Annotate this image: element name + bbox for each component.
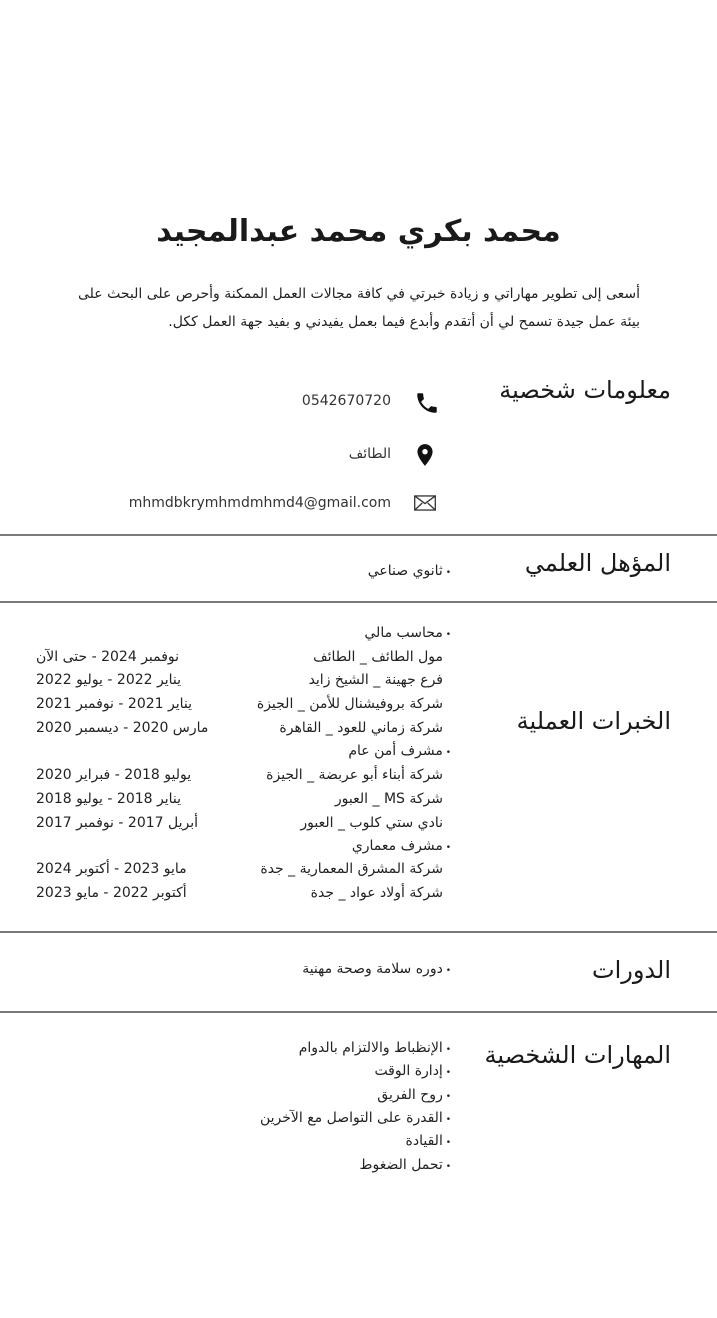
skill-item: • القدرة على التواصل مع الآخرين [260, 1110, 451, 1126]
email-value[interactable]: mhmdbkrymhmdmhmd4@gmail.com [128, 495, 391, 511]
experience-date: مايو 2023 - أكتوبر 2024 [36, 861, 187, 877]
personal-info-title: معلومات شخصية [499, 376, 671, 404]
experience-date: نوفمبر 2024 - حتى الآن [36, 649, 180, 665]
location-value: الطائف [348, 446, 391, 462]
experience-date: أبريل 2017 - نوفمبر 2017 [36, 815, 199, 831]
experience-place: شركة أبناء أبو عربضة _ الجيزة [266, 767, 443, 783]
education-title: المؤهل العلمي [524, 549, 671, 577]
section-divider [0, 1011, 717, 1013]
experience-place: فرع جهينة _ الشيخ زايد [308, 672, 443, 688]
experience-date: مارس 2020 - ديسمبر 2020 [36, 720, 209, 736]
experience-date: يناير 2021 - نوفمبر 2021 [36, 696, 193, 712]
experience-place: نادي ستي كلوب _ العبور [300, 815, 443, 831]
experience-place: شركة بروفيشنال للأمن _ الجيزة [256, 696, 443, 712]
experience-place: شركة زماني للعود _ القاهرة [279, 720, 443, 736]
education-item: • ثانوي صناعي [368, 563, 451, 579]
course-item: • دوره سلامة وصحة مهنية [302, 961, 451, 977]
experience-role: • مشرف معماري [352, 838, 451, 854]
envelope-icon [412, 490, 438, 516]
skill-item: • الإنظباط والالتزام بالدوام [299, 1040, 451, 1056]
section-divider [0, 601, 717, 603]
skill-item: • إدارة الوقت [374, 1063, 451, 1079]
phone-value: 0542670720 [301, 393, 391, 409]
experience-title: الخبرات العملية [516, 707, 671, 735]
experience-place: مول الطائف _ الطائف [313, 649, 443, 665]
experience-role: • مشرف أمن عام [348, 743, 451, 759]
experience-date: يناير 2018 - يوليو 2018 [36, 791, 182, 807]
skill-item: • روح الفريق [377, 1087, 451, 1103]
objective-text: أسعى إلى تطوير مهاراتي و زيادة خبرتي في كافة مجالات العمل الممكنة وأحرص على البحث على بيئة عمل جيدة تسمح لي أن أتقدم وأبدع فيما بعمل يفيدني و بفيد جهة العمل ككل. [77, 286, 640, 330]
skill-item: • تحمل الضغوط [360, 1157, 451, 1173]
experience-place: شركة MS _ العبور [334, 791, 443, 807]
section-divider [0, 534, 717, 536]
section-divider [0, 931, 717, 933]
courses-title: الدورات [591, 956, 671, 984]
experience-date: يناير 2022 - يوليو 2022 [36, 672, 182, 688]
experience-date: يوليو 2018 - فبراير 2020 [36, 767, 192, 783]
experience-date: أكتوبر 2022 - مايو 2023 [36, 885, 187, 901]
skills-title: المهارات الشخصية [484, 1041, 671, 1069]
experience-place: شركة المشرق المعمارية _ جدة [260, 861, 443, 877]
full-name: محمد بكري محمد عبدالمجيد [156, 214, 561, 249]
experience-place: شركة أولاد عواد _ جدة [310, 885, 443, 901]
location-pin-icon [412, 442, 438, 468]
experience-role: • محاسب مالي [364, 625, 451, 641]
phone-icon [414, 390, 440, 416]
skill-item: • القيادة [406, 1133, 451, 1149]
